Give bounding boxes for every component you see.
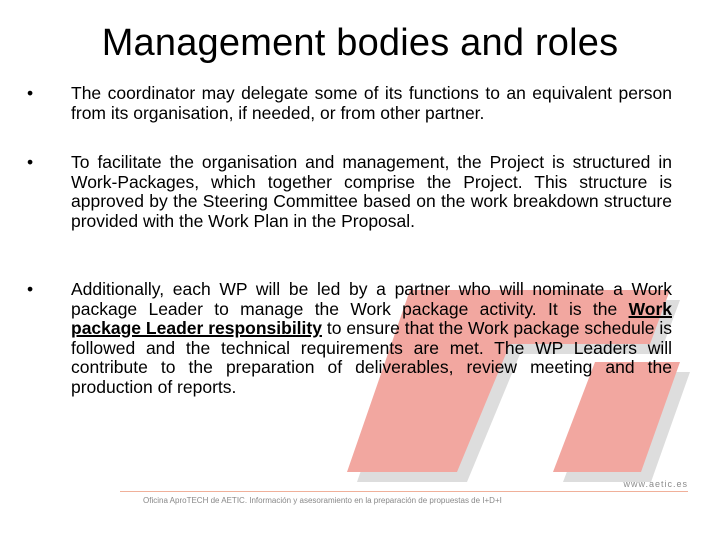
underlined-emphasis: Work package Leader responsibility [71,298,672,338]
footer-divider [120,491,688,492]
footer-url: www.aetic.es [623,479,688,489]
bullet-marker: • [27,152,34,172]
slide-title: Management bodies and roles [101,22,619,64]
bullet-text: The coordinator may delegate some of its functions to an equivalent person from its organisation, if needed, or from other partner. [71,83,672,123]
bullet-marker: • [27,83,34,103]
bullet-text: To facilitate the organisation and management, the Project is structured in Work-Packages, which together comprise the Project. This structure is approved by the Steering Committee based on the work breakdown structure provided with the Work Plan in the Proposal. [71,152,672,231]
bullet-text-start: Additionally, each WP will be led by a partner who will nominate a Work package Leader to manage the Work package activity. It is the [71,279,672,319]
bullet-item [24,153,672,231]
footer-caption: Oficina AproTECH de AETIC. Información y asesoramiento en la preparación de propuestas de I+D+I [143,496,502,505]
bullet-item [24,280,672,397]
bullet-marker: • [27,279,34,299]
bullet-item [24,84,672,123]
bullet-text-end: to ensure that the Work package schedule is followed and the technical requirements are met. The WP Leaders will contribute to the preparation of deliverables, review meeting and the production of reports. [71,318,672,397]
